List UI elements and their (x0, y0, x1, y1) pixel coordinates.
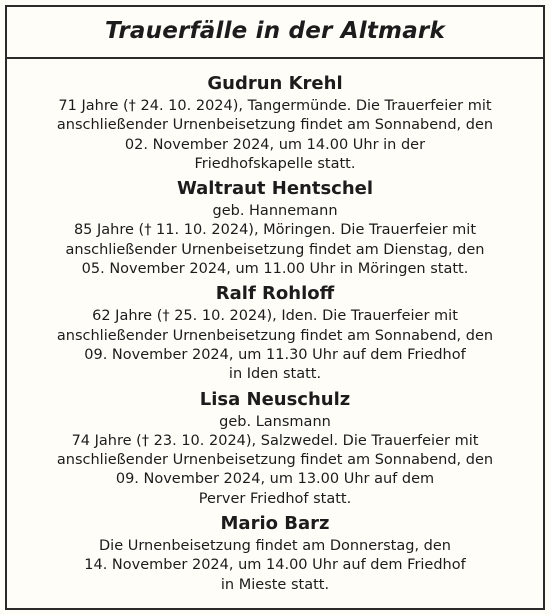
notice-line: anschließender Urnenbeisetzung findet am Sonnabend, den (56, 327, 494, 344)
deceased-name: Mario Barz (220, 513, 330, 535)
obituary-entry (7, 176, 543, 279)
notice-line: in Iden statt. (228, 366, 322, 383)
notice-line: 62 Jahre († 25. 10. 2024), Iden. Die Trauerfeier mit (92, 308, 458, 325)
notice-line: 09. November 2024, um 13.00 Uhr auf dem (115, 471, 435, 488)
deceased-name: Ralf Rohloff (215, 283, 335, 305)
notice-line: anschließender Urnenbeisetzung findet am Sonnabend, den (56, 452, 494, 469)
notice-line: 05. November 2024, um 11.00 Uhr in Möringen statt. (81, 261, 469, 278)
notice-line: anschließender Urnenbeisetzung findet am Dienstag, den (65, 241, 485, 258)
deceased-name: Lisa Neuschulz (199, 388, 351, 410)
notice-line: 85 Jahre († 11. 10. 2024), Möringen. Die Trauerfeier mit (73, 222, 477, 239)
deceased-name: Waltraut Hentschel (176, 178, 374, 200)
obituary-entry (7, 387, 543, 509)
notice-line: 09. November 2024, um 11.30 Uhr auf dem Friedhof (84, 346, 466, 363)
notice-line: geb. Lansmann (219, 413, 331, 430)
notice-line: Die Urnenbeisetzung findet am Donnerstag, den (99, 538, 451, 555)
notice-line: 74 Jahre († 23. 10. 2024), Salzwedel. Die Trauerfeier mit (71, 432, 479, 449)
page-title: Trauerfälle in der Altmark (105, 18, 445, 44)
notice-line: anschließender Urnenbeisetzung findet am Sonnabend, den (56, 117, 494, 134)
notice-line: 02. November 2024, um 14.00 Uhr in der (124, 136, 426, 153)
obituary-entry (7, 71, 543, 174)
obituary-entry (7, 511, 543, 595)
obituary-entry (7, 281, 543, 384)
notice-header (7, 7, 543, 59)
obituary-list (7, 71, 543, 597)
notice-line: 71 Jahre († 24. 10. 2024), Tangermünde. Die Trauerfeier mit (58, 98, 492, 114)
notice-line: Perver Friedhof statt. (198, 490, 352, 507)
notice-line: 14. November 2024, um 14.00 Uhr auf dem Friedhof (84, 557, 466, 574)
notice-line: in Mieste statt. (220, 576, 330, 593)
notice-line: geb. Hannemann (212, 203, 338, 220)
notice-line: Friedhofskapelle statt. (194, 155, 356, 172)
deceased-name: Gudrun Krehl (207, 73, 343, 94)
obituary-notice-box (5, 5, 545, 610)
